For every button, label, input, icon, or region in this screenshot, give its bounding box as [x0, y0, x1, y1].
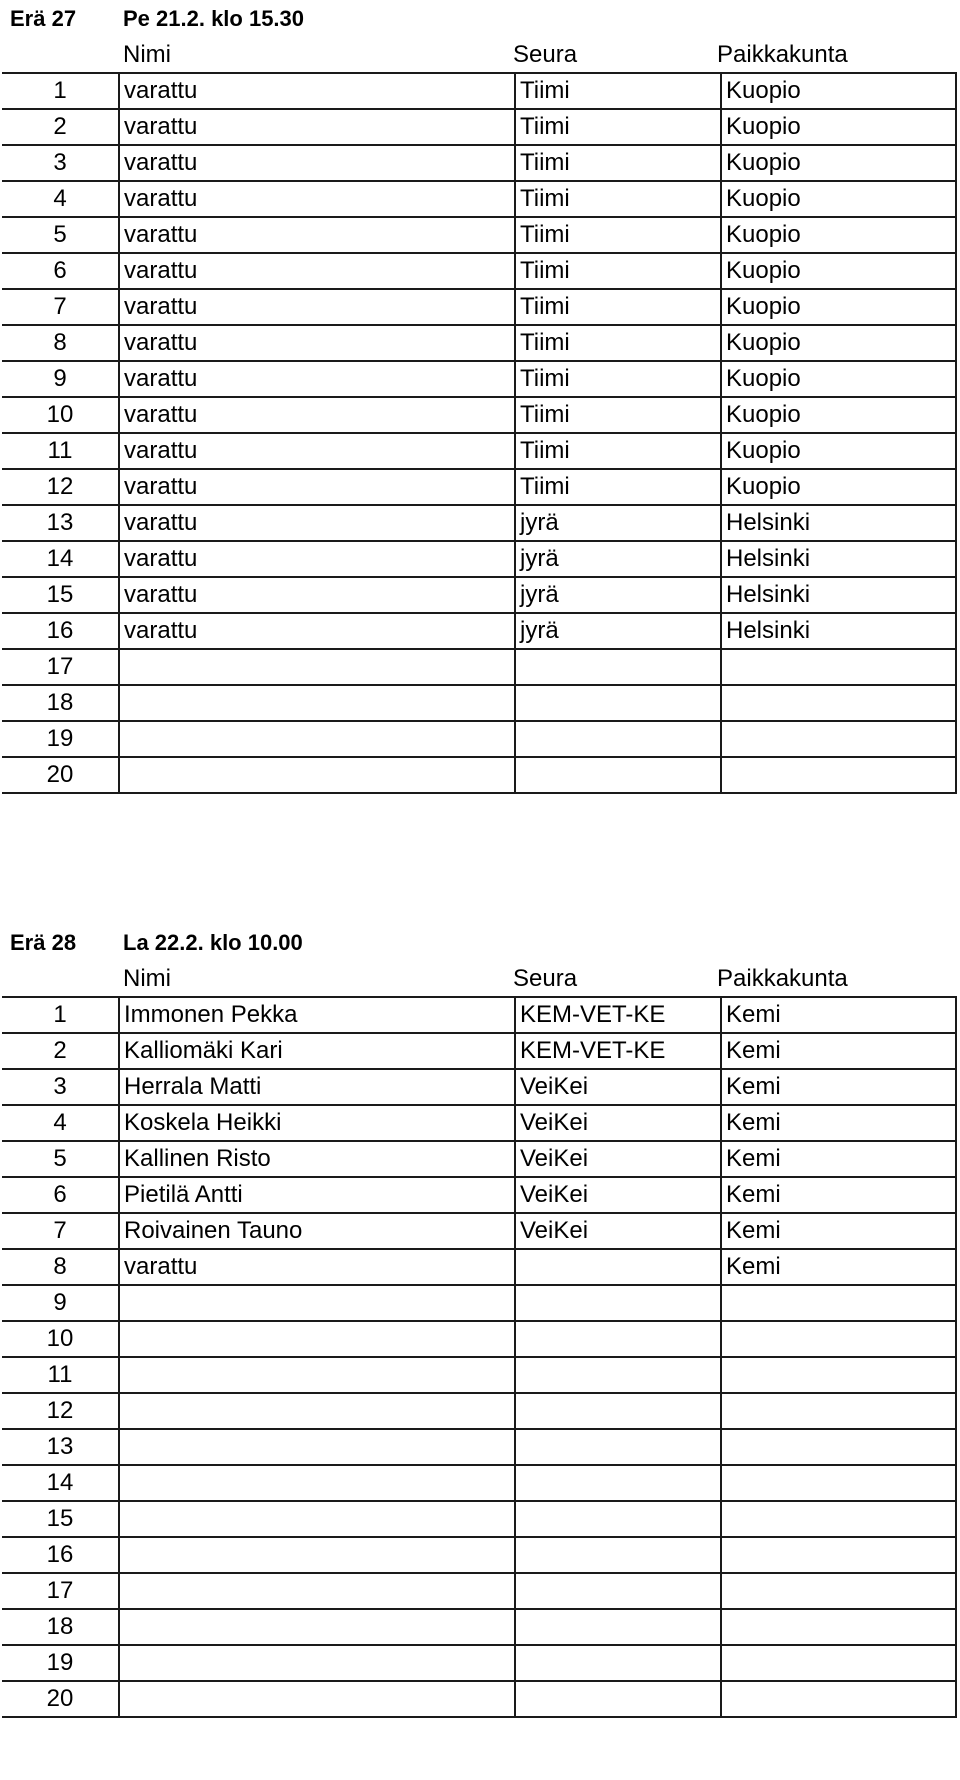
table-row	[2, 73, 956, 109]
lane-number-cell: 9	[2, 361, 119, 397]
club-cell: Tiimi	[515, 217, 721, 253]
lane-number-cell: 7	[2, 289, 119, 325]
name-cell: varattu	[119, 325, 515, 361]
table-row	[2, 721, 956, 757]
lane-number-cell: 5	[2, 217, 119, 253]
table-row	[2, 649, 956, 685]
table-row	[2, 1645, 956, 1681]
table-row	[2, 253, 956, 289]
town-cell: Kemi	[721, 1249, 956, 1285]
heat-datetime: Pe 21.2. klo 15.30	[123, 6, 305, 31]
town-cell: Kuopio	[721, 217, 956, 253]
lane-number-cell: 18	[2, 1609, 119, 1645]
table-row	[2, 1501, 956, 1537]
name-cell	[119, 649, 515, 685]
club-cell	[515, 1465, 721, 1501]
town-cell: Kuopio	[721, 325, 956, 361]
lane-number-cell: 8	[2, 1249, 119, 1285]
club-cell	[515, 1681, 721, 1717]
name-cell: Koskela Heikki	[119, 1105, 515, 1141]
name-cell	[119, 1321, 515, 1357]
table-row	[2, 1609, 956, 1645]
lane-number-cell: 16	[2, 613, 119, 649]
town-cell: Kuopio	[721, 469, 956, 505]
table-row	[2, 757, 956, 793]
lane-number-cell: 10	[2, 1321, 119, 1357]
club-cell: KEM-VET-KE	[515, 997, 721, 1033]
name-cell: varattu	[119, 361, 515, 397]
club-cell	[515, 1357, 721, 1393]
lane-number-cell: 12	[2, 1393, 119, 1429]
name-cell	[119, 1357, 515, 1393]
club-cell	[515, 649, 721, 685]
lane-number-cell: 10	[2, 397, 119, 433]
lane-number-cell: 6	[2, 1177, 119, 1213]
club-cell: VeiKei	[515, 1069, 721, 1105]
town-cell: Kemi	[721, 1213, 956, 1249]
town-cell	[721, 1609, 956, 1645]
town-cell: Kuopio	[721, 73, 956, 109]
table-row	[2, 1357, 956, 1393]
town-cell	[721, 1429, 956, 1465]
lane-number-cell: 15	[2, 577, 119, 613]
name-cell: varattu	[119, 217, 515, 253]
name-cell: varattu	[119, 433, 515, 469]
club-cell: VeiKei	[515, 1141, 721, 1177]
name-cell	[119, 1393, 515, 1429]
lane-number-cell: 16	[2, 1537, 119, 1573]
lane-number-cell: 3	[2, 1069, 119, 1105]
heat-number: Erä 27	[10, 6, 77, 31]
lane-number-cell: 15	[2, 1501, 119, 1537]
club-cell	[515, 1609, 721, 1645]
town-cell	[721, 1285, 956, 1321]
lane-number-cell: 17	[2, 1573, 119, 1609]
column-header-club: Seura	[513, 965, 578, 992]
name-cell: varattu	[119, 145, 515, 181]
table-row	[2, 145, 956, 181]
heat-number: Erä 28	[10, 930, 77, 955]
lane-number-cell: 6	[2, 253, 119, 289]
club-cell: Tiimi	[515, 145, 721, 181]
club-cell	[515, 1429, 721, 1465]
table-row	[2, 577, 956, 613]
lane-number-cell: 19	[2, 1645, 119, 1681]
table-row	[2, 997, 956, 1033]
name-cell: varattu	[119, 469, 515, 505]
name-cell	[119, 1465, 515, 1501]
table-row	[2, 1069, 956, 1105]
column-header-town: Paikkakunta	[717, 41, 848, 68]
name-cell: varattu	[119, 253, 515, 289]
table-row	[2, 1177, 956, 1213]
club-cell	[515, 1393, 721, 1429]
heat-section	[0, 924, 960, 1718]
name-cell: Immonen Pekka	[119, 997, 515, 1033]
name-cell: varattu	[119, 541, 515, 577]
club-cell: VeiKei	[515, 1105, 721, 1141]
club-cell: Tiimi	[515, 181, 721, 217]
town-cell	[721, 757, 956, 793]
town-cell	[721, 649, 956, 685]
town-cell	[721, 1537, 956, 1573]
town-cell	[721, 1357, 956, 1393]
town-cell: Kuopio	[721, 181, 956, 217]
name-cell	[119, 1501, 515, 1537]
name-cell	[119, 1681, 515, 1717]
table-row	[2, 433, 956, 469]
name-cell: Kallinen Risto	[119, 1141, 515, 1177]
name-cell	[119, 685, 515, 721]
town-cell	[721, 1573, 956, 1609]
lane-number-cell: 14	[2, 541, 119, 577]
name-cell: varattu	[119, 397, 515, 433]
town-cell	[721, 1645, 956, 1681]
club-cell	[515, 1321, 721, 1357]
club-cell: Tiimi	[515, 325, 721, 361]
club-cell: Tiimi	[515, 433, 721, 469]
town-cell: Kuopio	[721, 109, 956, 145]
lane-number-cell: 18	[2, 685, 119, 721]
town-cell	[721, 1465, 956, 1501]
table-row	[2, 1321, 956, 1357]
club-cell	[515, 1501, 721, 1537]
name-cell: varattu	[119, 73, 515, 109]
club-cell	[515, 1573, 721, 1609]
name-cell	[119, 721, 515, 757]
town-cell: Kemi	[721, 997, 956, 1033]
lane-number-cell: 7	[2, 1213, 119, 1249]
lane-number-cell: 20	[2, 757, 119, 793]
name-cell: varattu	[119, 109, 515, 145]
club-cell: Tiimi	[515, 109, 721, 145]
club-cell	[515, 1285, 721, 1321]
town-cell: Helsinki	[721, 577, 956, 613]
town-cell: Kemi	[721, 1177, 956, 1213]
town-cell	[721, 721, 956, 757]
table-row	[2, 541, 956, 577]
club-cell	[515, 1537, 721, 1573]
lane-number-cell: 20	[2, 1681, 119, 1717]
name-cell	[119, 1285, 515, 1321]
column-header-name: Nimi	[123, 41, 171, 68]
club-cell: VeiKei	[515, 1177, 721, 1213]
table-row	[2, 325, 956, 361]
town-cell: Kuopio	[721, 361, 956, 397]
club-cell	[515, 1249, 721, 1285]
lane-number-cell: 4	[2, 181, 119, 217]
town-cell: Kuopio	[721, 289, 956, 325]
name-cell	[119, 1429, 515, 1465]
name-cell: varattu	[119, 577, 515, 613]
table-row	[2, 1465, 956, 1501]
town-cell	[721, 685, 956, 721]
name-cell: varattu	[119, 1249, 515, 1285]
table-row	[2, 109, 956, 145]
name-cell: varattu	[119, 181, 515, 217]
table-row	[2, 469, 956, 505]
club-cell: Tiimi	[515, 361, 721, 397]
club-cell: VeiKei	[515, 1213, 721, 1249]
table-row	[2, 181, 956, 217]
club-cell: Tiimi	[515, 469, 721, 505]
column-header-club: Seura	[513, 41, 578, 68]
table-row	[2, 505, 956, 541]
name-cell	[119, 1573, 515, 1609]
town-cell: Helsinki	[721, 505, 956, 541]
column-header-row	[0, 962, 960, 996]
table-row	[2, 1393, 956, 1429]
table-row	[2, 1573, 956, 1609]
club-cell: Tiimi	[515, 289, 721, 325]
lane-number-cell: 8	[2, 325, 119, 361]
name-cell	[119, 1537, 515, 1573]
lane-number-cell: 2	[2, 1033, 119, 1069]
town-cell: Kuopio	[721, 253, 956, 289]
heat-datetime: La 22.2. klo 10.00	[123, 930, 303, 955]
town-cell: Helsinki	[721, 541, 956, 577]
lane-number-cell: 1	[2, 997, 119, 1033]
name-cell	[119, 757, 515, 793]
lane-number-cell: 13	[2, 505, 119, 541]
table-row	[2, 1429, 956, 1465]
table-row	[2, 1537, 956, 1573]
table-row	[2, 361, 956, 397]
town-cell: Kuopio	[721, 145, 956, 181]
column-header-row	[0, 38, 960, 72]
name-cell: varattu	[119, 289, 515, 325]
club-cell	[515, 1645, 721, 1681]
town-cell	[721, 1321, 956, 1357]
town-cell: Kemi	[721, 1105, 956, 1141]
lane-number-cell: 11	[2, 1357, 119, 1393]
club-cell	[515, 685, 721, 721]
name-cell: Kalliomäki Kari	[119, 1033, 515, 1069]
table-row	[2, 1249, 956, 1285]
table-row	[2, 613, 956, 649]
town-cell: Kemi	[721, 1033, 956, 1069]
town-cell	[721, 1501, 956, 1537]
lane-number-cell: 4	[2, 1105, 119, 1141]
lane-number-cell: 13	[2, 1429, 119, 1465]
lane-number-cell: 11	[2, 433, 119, 469]
lane-number-cell: 9	[2, 1285, 119, 1321]
column-header-town: Paikkakunta	[717, 965, 848, 992]
club-cell: jyrä	[515, 505, 721, 541]
table-row	[2, 217, 956, 253]
club-cell: jyrä	[515, 613, 721, 649]
lane-number-cell: 19	[2, 721, 119, 757]
lane-number-cell: 17	[2, 649, 119, 685]
name-cell: varattu	[119, 613, 515, 649]
heat-title-row	[0, 0, 960, 38]
lane-number-cell: 14	[2, 1465, 119, 1501]
town-cell	[721, 1681, 956, 1717]
name-cell: varattu	[119, 505, 515, 541]
lane-number-cell: 2	[2, 109, 119, 145]
club-cell	[515, 757, 721, 793]
table-row	[2, 1141, 956, 1177]
name-cell: Herrala Matti	[119, 1069, 515, 1105]
club-cell: Tiimi	[515, 73, 721, 109]
table-row	[2, 397, 956, 433]
lane-number-cell: 12	[2, 469, 119, 505]
lane-number-cell: 3	[2, 145, 119, 181]
town-cell	[721, 1393, 956, 1429]
table-row	[2, 1033, 956, 1069]
town-cell: Kemi	[721, 1069, 956, 1105]
column-header-name: Nimi	[123, 965, 171, 992]
lane-number-cell: 1	[2, 73, 119, 109]
table-row	[2, 1213, 956, 1249]
town-cell: Kuopio	[721, 433, 956, 469]
lane-number-cell: 5	[2, 1141, 119, 1177]
table-row	[2, 1105, 956, 1141]
club-cell: jyrä	[515, 541, 721, 577]
table-row	[2, 1285, 956, 1321]
club-cell	[515, 721, 721, 757]
participant-table	[2, 72, 957, 794]
table-row	[2, 685, 956, 721]
heat-section	[0, 0, 960, 794]
club-cell: KEM-VET-KE	[515, 1033, 721, 1069]
name-cell: Roivainen Tauno	[119, 1213, 515, 1249]
participant-table	[2, 996, 957, 1718]
name-cell: Pietilä Antti	[119, 1177, 515, 1213]
table-row	[2, 1681, 956, 1717]
heat-title-row	[0, 924, 960, 962]
name-cell	[119, 1609, 515, 1645]
town-cell: Kuopio	[721, 397, 956, 433]
town-cell: Helsinki	[721, 613, 956, 649]
table-row	[2, 289, 956, 325]
town-cell: Kemi	[721, 1141, 956, 1177]
club-cell: Tiimi	[515, 253, 721, 289]
club-cell: Tiimi	[515, 397, 721, 433]
club-cell: jyrä	[515, 577, 721, 613]
name-cell	[119, 1645, 515, 1681]
